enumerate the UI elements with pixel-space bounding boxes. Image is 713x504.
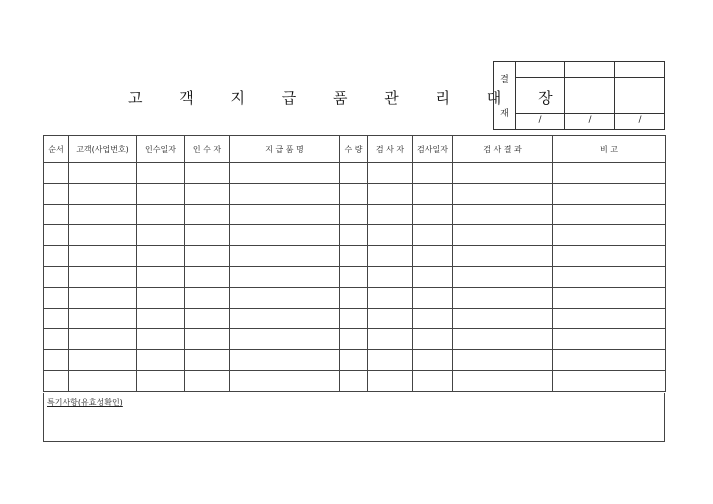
- table-cell[interactable]: [340, 163, 368, 184]
- table-cell[interactable]: [553, 183, 666, 204]
- table-cell[interactable]: [230, 225, 340, 246]
- table-cell[interactable]: [553, 350, 666, 371]
- approval-label-top: 결: [500, 75, 509, 85]
- table-cell[interactable]: [413, 287, 453, 308]
- table-cell[interactable]: [44, 350, 69, 371]
- table-cell[interactable]: [368, 225, 413, 246]
- table-cell[interactable]: [185, 204, 230, 225]
- table-cell[interactable]: [69, 287, 137, 308]
- table-cell[interactable]: [553, 329, 666, 350]
- table-cell[interactable]: [230, 246, 340, 267]
- table-cell[interactable]: [137, 287, 185, 308]
- table-cell[interactable]: [340, 370, 368, 391]
- table-cell[interactable]: [69, 246, 137, 267]
- table-row: [44, 266, 666, 287]
- table-cell[interactable]: [185, 287, 230, 308]
- approval-date-1: /: [538, 115, 542, 125]
- approval-label-bottom: 재: [500, 109, 509, 119]
- table-cell[interactable]: [44, 308, 69, 329]
- table-cell[interactable]: [185, 266, 230, 287]
- table-cell[interactable]: [368, 246, 413, 267]
- table-cell[interactable]: [368, 204, 413, 225]
- table-cell[interactable]: [185, 370, 230, 391]
- table-row: [44, 329, 666, 350]
- table-cell[interactable]: [453, 183, 553, 204]
- table-cell[interactable]: [553, 370, 666, 391]
- table-row: [44, 246, 666, 267]
- table-cell[interactable]: [69, 370, 137, 391]
- header-cell: 검 사 결 과: [453, 136, 553, 163]
- table-cell[interactable]: [44, 225, 69, 246]
- table-cell[interactable]: [137, 246, 185, 267]
- header-cell: 수 량: [340, 136, 368, 163]
- table-cell[interactable]: [368, 266, 413, 287]
- table-cell[interactable]: [69, 163, 137, 184]
- table-cell[interactable]: [453, 225, 553, 246]
- table-cell[interactable]: [44, 183, 69, 204]
- table-cell[interactable]: [69, 204, 137, 225]
- table-cell[interactable]: [185, 308, 230, 329]
- table-row: [44, 163, 666, 184]
- approval-divider-bottom: [515, 113, 664, 114]
- table-cell[interactable]: [368, 350, 413, 371]
- ledger-table: [43, 135, 666, 392]
- table-cell[interactable]: [553, 204, 666, 225]
- table-cell[interactable]: [368, 183, 413, 204]
- table-cell[interactable]: [413, 329, 453, 350]
- table-cell[interactable]: [44, 370, 69, 391]
- approval-divider-top: [515, 77, 664, 78]
- table-cell[interactable]: [185, 183, 230, 204]
- table-cell[interactable]: [368, 370, 413, 391]
- table-row: [44, 370, 666, 391]
- table-cell[interactable]: [185, 350, 230, 371]
- ledger-body: [44, 163, 666, 392]
- table-cell[interactable]: [453, 266, 553, 287]
- table-cell[interactable]: [137, 225, 185, 246]
- table-cell[interactable]: [340, 329, 368, 350]
- table-cell[interactable]: [368, 287, 413, 308]
- approval-label-column: [494, 62, 516, 129]
- table-cell[interactable]: [185, 163, 230, 184]
- table-cell[interactable]: [137, 350, 185, 371]
- table-cell[interactable]: [453, 246, 553, 267]
- table-cell[interactable]: [553, 163, 666, 184]
- table-cell[interactable]: [137, 204, 185, 225]
- header-cell: 검 사 자: [368, 136, 413, 163]
- table-cell[interactable]: [137, 370, 185, 391]
- table-cell[interactable]: [69, 266, 137, 287]
- table-cell[interactable]: [230, 370, 340, 391]
- table-cell[interactable]: [69, 225, 137, 246]
- table-cell[interactable]: [413, 308, 453, 329]
- table-cell[interactable]: [413, 204, 453, 225]
- table-cell[interactable]: [137, 183, 185, 204]
- table-cell[interactable]: [137, 329, 185, 350]
- remarks-label: 특기사항(유효성확인): [47, 398, 123, 407]
- table-cell[interactable]: [44, 287, 69, 308]
- table-row: [44, 225, 666, 246]
- table-cell[interactable]: [553, 287, 666, 308]
- table-cell[interactable]: [413, 350, 453, 371]
- table-cell[interactable]: [553, 308, 666, 329]
- table-cell[interactable]: [413, 183, 453, 204]
- table-cell[interactable]: [230, 163, 340, 184]
- table-row: [44, 308, 666, 329]
- table-cell[interactable]: [44, 329, 69, 350]
- table-cell[interactable]: [44, 204, 69, 225]
- table-row: [44, 350, 666, 371]
- approval-date-3: /: [638, 115, 642, 125]
- table-cell[interactable]: [553, 266, 666, 287]
- table-cell[interactable]: [44, 266, 69, 287]
- table-cell[interactable]: [553, 246, 666, 267]
- table-cell[interactable]: [413, 163, 453, 184]
- table-cell[interactable]: [69, 350, 137, 371]
- table-cell[interactable]: [413, 370, 453, 391]
- table-cell[interactable]: [453, 204, 553, 225]
- table-row: [44, 183, 666, 204]
- table-cell[interactable]: [413, 225, 453, 246]
- table-cell[interactable]: [453, 308, 553, 329]
- table-cell[interactable]: [413, 266, 453, 287]
- table-cell[interactable]: [453, 350, 553, 371]
- header-row: [44, 136, 666, 163]
- table-cell[interactable]: [230, 287, 340, 308]
- table-cell[interactable]: [185, 246, 230, 267]
- table-cell[interactable]: [185, 225, 230, 246]
- table-cell[interactable]: [368, 329, 413, 350]
- header-cell: 비 고: [553, 136, 666, 163]
- table-cell[interactable]: [453, 287, 553, 308]
- table-cell[interactable]: [453, 329, 553, 350]
- table-cell[interactable]: [230, 308, 340, 329]
- table-cell[interactable]: [340, 350, 368, 371]
- table-cell[interactable]: [44, 163, 69, 184]
- approval-box: [493, 61, 665, 130]
- table-cell[interactable]: [453, 163, 553, 184]
- table-cell[interactable]: [340, 225, 368, 246]
- document-title: 고 객 지 급 품 관 리 대 장: [128, 89, 569, 107]
- table-cell[interactable]: [230, 329, 340, 350]
- header-cell: 인 수 자: [185, 136, 230, 163]
- header-cell: 검사일자: [413, 136, 453, 163]
- header-cell: 고객(사업번호): [69, 136, 137, 163]
- table-cell[interactable]: [230, 266, 340, 287]
- table-cell[interactable]: [137, 308, 185, 329]
- table-cell[interactable]: [453, 370, 553, 391]
- header-cell: 순서: [44, 136, 69, 163]
- table-cell[interactable]: [340, 308, 368, 329]
- remarks-box[interactable]: [43, 393, 665, 442]
- table-row: [44, 287, 666, 308]
- table-cell[interactable]: [413, 246, 453, 267]
- header-cell: 인수일자: [137, 136, 185, 163]
- table-cell[interactable]: [69, 329, 137, 350]
- table-cell[interactable]: [340, 204, 368, 225]
- table-cell[interactable]: [553, 225, 666, 246]
- table-row: [44, 204, 666, 225]
- table-cell[interactable]: [185, 329, 230, 350]
- table-cell[interactable]: [340, 287, 368, 308]
- table-cell[interactable]: [137, 163, 185, 184]
- table-cell[interactable]: [230, 183, 340, 204]
- table-cell[interactable]: [340, 183, 368, 204]
- table-cell[interactable]: [368, 163, 413, 184]
- table-cell[interactable]: [340, 246, 368, 267]
- header-cell: 지 급 품 명: [230, 136, 340, 163]
- approval-date-2: /: [588, 115, 592, 125]
- table-cell[interactable]: [368, 308, 413, 329]
- table-cell[interactable]: [137, 266, 185, 287]
- table-cell[interactable]: [44, 246, 69, 267]
- table-cell[interactable]: [230, 350, 340, 371]
- table-cell[interactable]: [230, 204, 340, 225]
- table-cell[interactable]: [69, 183, 137, 204]
- table-cell[interactable]: [340, 266, 368, 287]
- table-cell[interactable]: [69, 308, 137, 329]
